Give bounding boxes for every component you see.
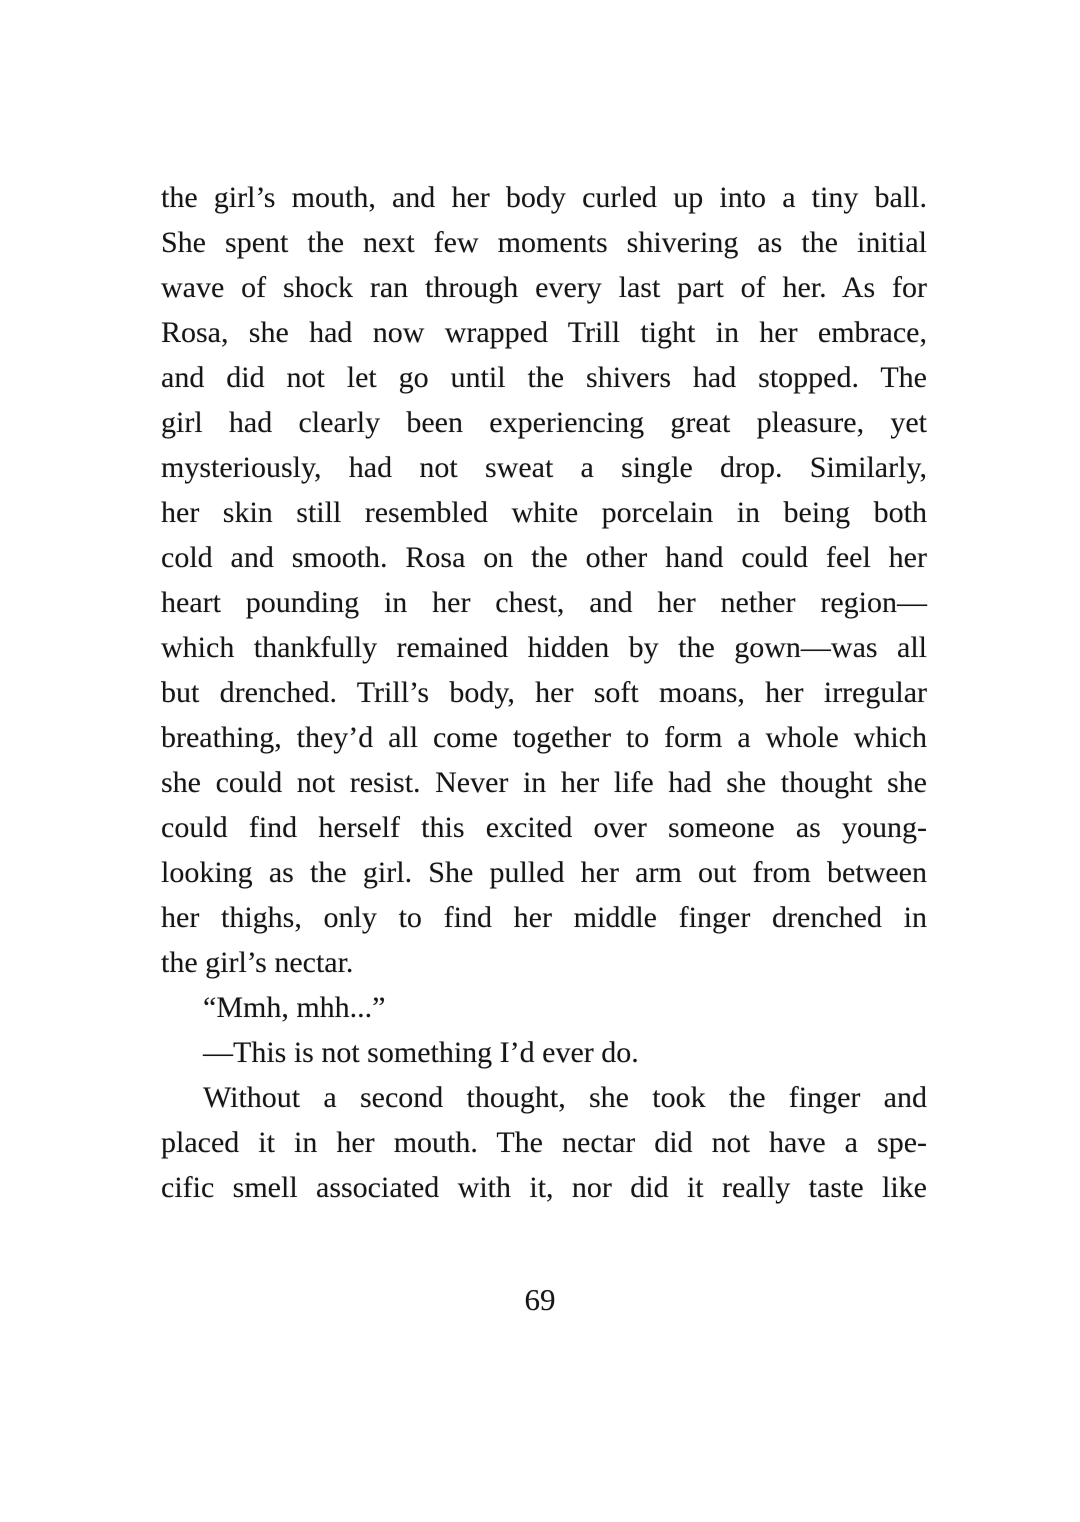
- text-line: cific smell associated with it, nor did it really taste like: [161, 1171, 927, 1204]
- text-line: her thighs, only to find her middle finger drenched in: [161, 901, 927, 934]
- text-line: and did not let go until the shivers had stopped. The: [161, 361, 927, 394]
- text-line: looking as the girl. She pulled her arm out from between: [161, 856, 927, 889]
- text-line: could find herself this excited over someone as young-: [161, 811, 927, 844]
- text-line: Rosa, she had now wrapped Trill tight in her embrace,: [161, 316, 927, 349]
- body-text: [161, 175, 927, 1210]
- text-line: which thankfully remained hidden by the gown—was all: [161, 631, 927, 664]
- text-line: She spent the next few moments shivering as the initial: [161, 226, 927, 259]
- text-line: she could not resist. Never in her life had she thought she: [161, 766, 927, 799]
- text-line: Without a second thought, she took the finger and: [203, 1081, 927, 1114]
- text-line: wave of shock ran through every last part of her. As for: [161, 271, 927, 304]
- text-line: mysteriously, had not sweat a single drop. Similarly,: [161, 451, 927, 484]
- text-line: the girl’s mouth, and her body curled up into a tiny ball.: [161, 181, 927, 214]
- text-line: the girl’s nectar.: [161, 946, 354, 979]
- text-line: —This is not something I’d ever do.: [203, 1036, 639, 1069]
- text-line: heart pounding in her chest, and her nether region—: [161, 586, 927, 619]
- text-line: her skin still resembled white porcelain in being both: [161, 496, 927, 529]
- text-line: placed it in her mouth. The nectar did not have a spe-: [161, 1126, 927, 1159]
- text-line: but drenched. Trill’s body, her soft moans, her irregular: [161, 676, 927, 709]
- page-number: 69: [524, 1282, 556, 1317]
- text-line: breathing, they’d all come together to form a whole which: [161, 721, 927, 754]
- text-line: girl had clearly been experiencing great pleasure, yet: [161, 406, 927, 439]
- text-line: “Mmh, mhh...”: [203, 991, 386, 1024]
- text-line: cold and smooth. Rosa on the other hand could feel her: [161, 541, 927, 574]
